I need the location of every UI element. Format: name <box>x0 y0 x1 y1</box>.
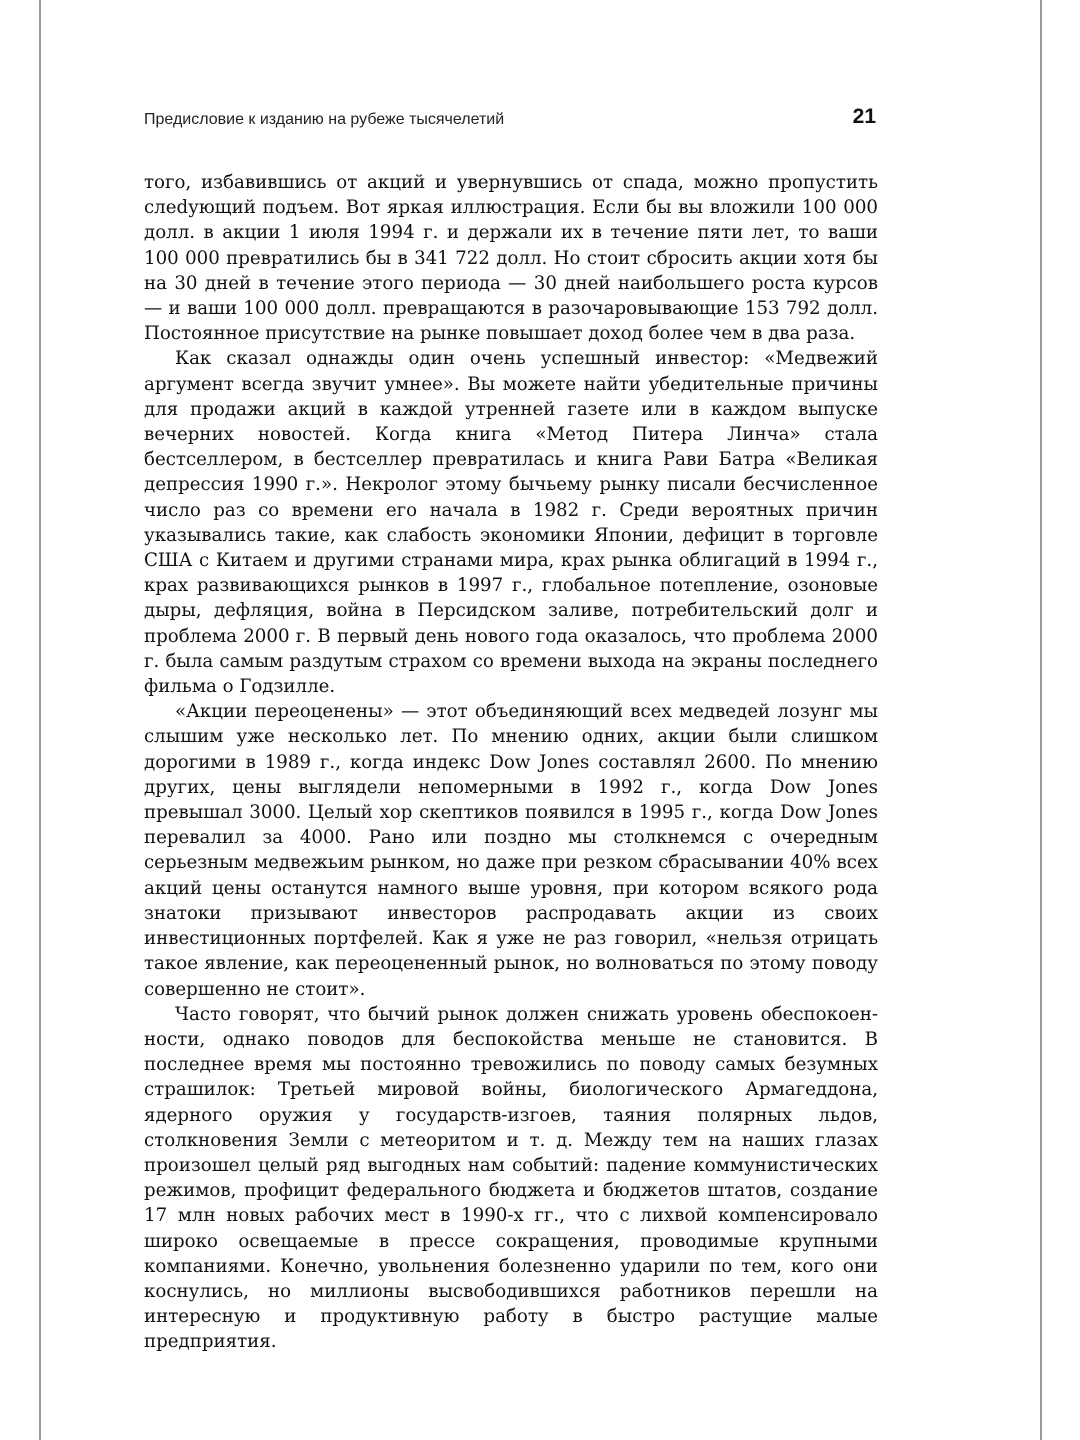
page-border-left <box>39 0 41 1440</box>
paragraph: «Акции переоценены» — этот объединяющий всех медведей лозунг мы слышим уже несколько лет. По мнению одних, акции были слишком дорогими в 1989 г., когда индекс Dow Jones составлял 2600. По мнению других, цены выглядели непомерными в 1992 г., когда Dow Jones превышал 3000. Целый хор скептиков появился в 1995 г., когда Dow Jones перевалил за 4000. Рано или поздно мы столкнемся с очередным серьезным медвежьим рынком, но даже при резком сбрасывании 40% всех акций цены останутся намного выше уровня, при котором всякого рода знатоки призывают инвесторов распродавать акции из своих инвестиционных портфелей. Как я уже не раз говорил, «нельзя отрицать такое явление, как переоцененный рынок, но волноваться по этому поводу совершенно не стоит». <box>144 701 878 1000</box>
paragraph: того, избавившись от акций и увернувшись от спада, можно пропустить слеdующий подъем. Вот яркая иллюстрация. Если бы вы вложили 100 000 долл. в акции 1 июля 1994 г. и держали их в течение пяти лет, то ваши 100 000 превратились бы в 341 722 долл. Но стоит сбросить акции хотя бы на 30 дней в течение этого периода — 30 дней наибольшего роста курсов — и ваши 100 000 долл. превращаются в разочаровывающие 153 792 долл. Постоянное присутствие на рынке повышает доход более чем в два раза. <box>144 172 878 345</box>
page-border-right <box>1040 0 1042 1440</box>
page-number: 21 <box>852 105 876 128</box>
body-text <box>144 170 878 1355</box>
paragraph: Как сказал однажды один очень успешный инвестор: «Медвежий аргумент всегда звучит умнее». Вы можете найти убедительные причины для продажи акций в каждой утренней газете или в каждом выпуске вечерних новостей. Когда книга «Метод Питера Линча» стала бестселлером, в бестселлер превратилась и книга Рави Батра «Великая депрессия 1990 г.». Некролог этому бычьему рынку писали бесчисленное число раз со времени его начала в 1982 г. Среди вероятных причин указывались такие, как слабость экономики Японии, дефицит в торговле США с Китаем и другими странами мира, крах рынка облигаций в 1994 г., крах развивающихся рынков в 1997 г., глобальное потепление, озоновые дыры, дефляция, война в Персидском заливе, потребительский долг и проблема 2000 г. В первый день нового года оказалось, что проблема 2000 г. была самым раздутым страхом со времени выхода на экраны последнего фильма о Годзилле. <box>144 348 878 698</box>
chapter-title: Предисловие к изданию на рубеже тысячелетий <box>144 111 505 128</box>
running-header <box>144 100 878 140</box>
book-page <box>144 100 878 1355</box>
paragraph: Часто говорят, что бычий рынок должен снижать уровень обеспокоенности, однако поводов для беспокойства меньше не становится. В последнее время мы постоянно тревожились по поводу самых безумных страшилок: Третьей мировой войны, биологического Армагеддона, ядерного оружия у государств-изгоев, таяния полярных льдов, столкновения Земли с метеоритом и т. д. Между тем на наших глазах произошел целый ряд выгодных нам событий: падение коммунистических режимов, профицит федерального бюджета и бюджетов штатов, создание 17 млн новых рабочих мест в 1990-х гг., что с лихвой компенсировало широко освещаемые в прессе сокращения, проводимые крупными компаниями. Конечно, увольнения болезненно ударили по тем, кого они коснулись, но миллионы высвободившихся работников перешли на интересную и продуктивную работу в быстро растущие малые предприятия. <box>144 1003 878 1353</box>
